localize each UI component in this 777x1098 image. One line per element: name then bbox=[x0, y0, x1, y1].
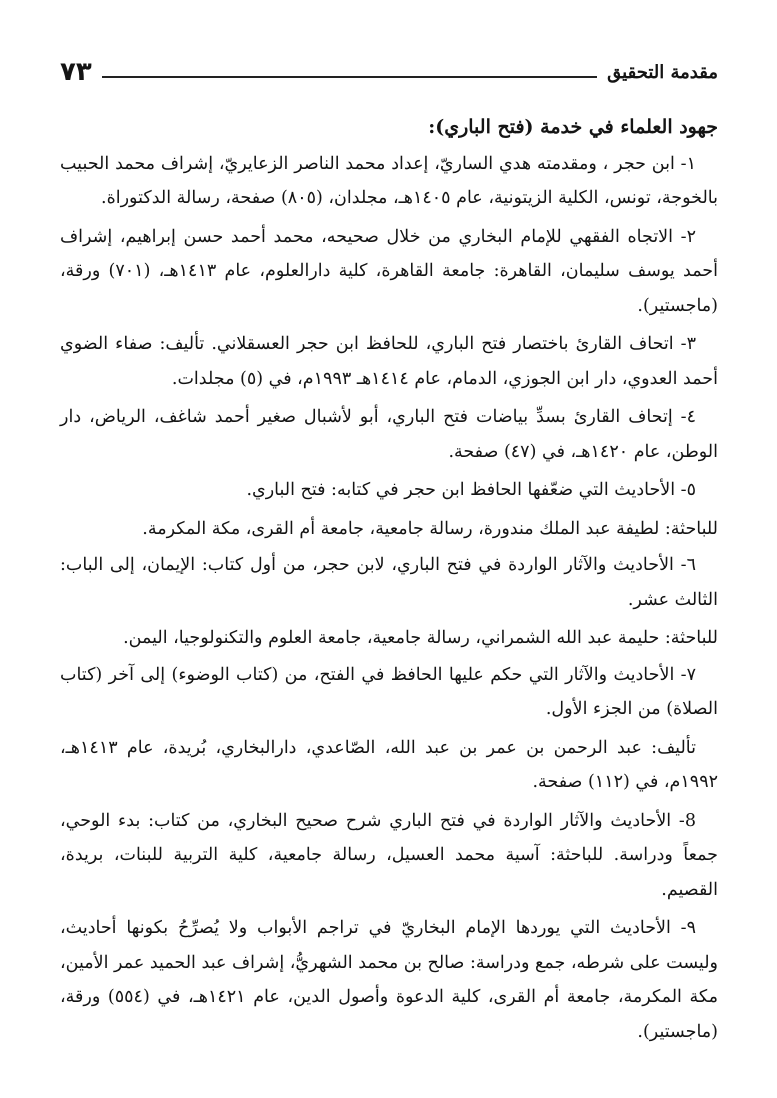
bibliography-entry: ٩- الأحاديث التي يوردها الإمام البخاريّ في تراجم الأبواب ولا يُصرِّحُ بكونها أحاديث، وليست على شرطه، جمع ودراسة: صالح بن محمد الشهريُّ، إشراف عبد الحميد عمر الأمين، مكة المكرمة، جامعة أم القرى، كلية الدعوة وأصول الدين، عام ١٤٢١هـ، في (٥٥٤) ورقة، (ماجستير). bbox=[60, 918, 718, 1042]
entry-author-note: تأليف: عبد الرحمن بن عمر بن عبد الله، الصّاعدي، دارالبخاري، بُريدة، عام ١٤١٣هـ، ١٩٩٢م، في (١١٢) صفحة. bbox=[60, 737, 718, 792]
bibliography-entry: ٣- اتحاف القارئ باختصار فتح الباري، للحافظ ابن حجر العسقلاني. تأليف: صفاء الضوي أحمد العدوي، دار ابن الجوزي، الدمام، عام ١٤١٤هـ ١٩٩٣م، في (٥) مجلدات. bbox=[60, 334, 718, 389]
bibliography-entry: ٥- الأحاديث التي ضعّفها الحافظ ابن حجر في كتابه: فتح الباري. bbox=[246, 480, 696, 500]
bibliography-entry: ٧- الأحاديث والآثار التي حكم عليها الحافظ في الفتح، من (كتاب الوضوء) إلى آخر (كتاب الصلاة) من الجزء الأول. bbox=[60, 664, 718, 719]
bibliography-entry: ٤- إتحاف القارئ بسدِّ بياضات فتح الباري، أبو لأشبال صغير أحمد شاغف، الرياض، دار الوطن، عام ١٤٢٠هـ، في (٤٧) صفحة. bbox=[60, 407, 718, 462]
running-title: مقدمة التحقيق bbox=[607, 61, 718, 83]
bibliography-entry: ١- ابن حجر ، ومقدمته هدي الساريّ، إعداد محمد الناصر الزعايريّ، إشراف محمد الحبيب بالخوجة، تونس، الكلية الزيتونية، عام ١٤٠٥هـ، مجلدان، (٨٠٥) صفحة، رسالة الدكتوراة. bbox=[60, 153, 718, 208]
section-heading: جهود العلماء في خدمة (فتح الباري): bbox=[428, 116, 718, 138]
entry-researcher-note: للباحثة: حليمة عبد الله الشمراني، رسالة جامعية، جامعة العلوم والتكنولوجيا، اليمن. bbox=[123, 628, 718, 648]
header-rule bbox=[102, 76, 597, 78]
bibliography-entry: 8- الأحاديث والآثار الواردة في فتح الباري شرح صحيح البخاري، من كتاب: بدء الوحي، جمعاً ودراسة. للباحثة: آسية محمد العسيل، رسالة جامعية، كلية التربية للبنات، بريدة، القصيم. bbox=[60, 810, 718, 900]
entry-researcher-note: للباحثة: لطيفة عبد الملك مندورة، رسالة جامعية، جامعة أم القرى، مكة المكرمة. bbox=[142, 518, 718, 539]
bibliography-entry: ٦- الأحاديث والآثار الواردة في فتح الباري، لابن حجر، من أول كتاب: الإيمان، إلى الباب: الثالث عشر. bbox=[60, 555, 718, 610]
page-header bbox=[60, 52, 718, 92]
page-number: ٧٣ bbox=[60, 57, 92, 87]
bibliography-entry: ٢- الاتجاه الفقهي للإمام البخاري من خلال صحيحه، محمد أحمد حسن إبراهيم، إشراف أحمد يوسف سليمان، القاهرة: جامعة القاهرة، كلية دارالعلوم، عام ١٤١٣هـ، (٧٠١) ورقة، (ماجستير). bbox=[60, 226, 718, 316]
book-page bbox=[60, 0, 718, 1098]
page-body bbox=[60, 110, 718, 1053]
